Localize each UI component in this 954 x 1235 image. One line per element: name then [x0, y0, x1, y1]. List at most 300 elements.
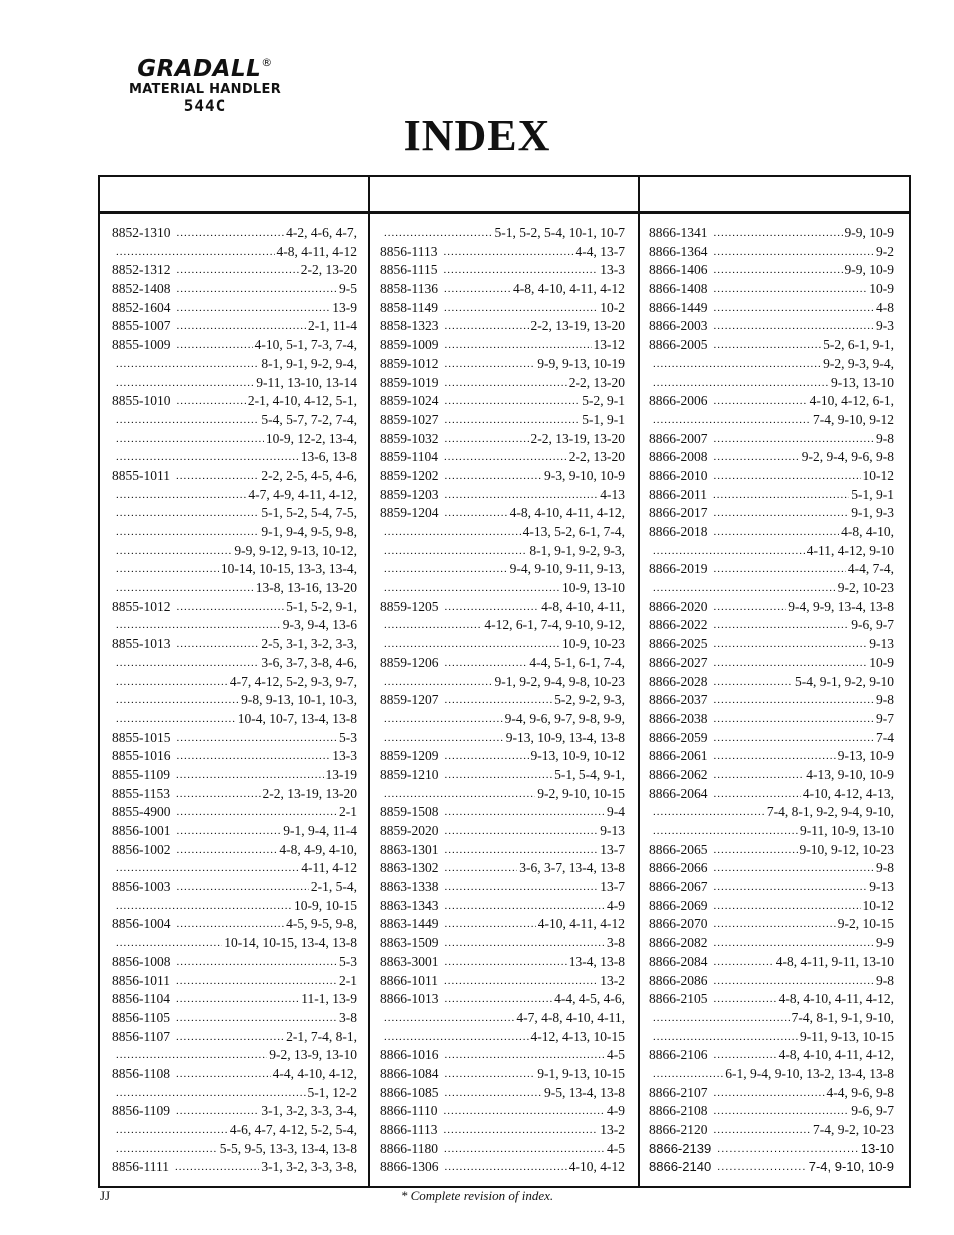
index-entry	[380, 579, 625, 598]
part-number: 8866-1408	[649, 281, 708, 297]
index-entry	[380, 374, 625, 393]
page-references: 2-5, 3-1, 3-2, 3-3,	[261, 636, 357, 652]
logo-product-line: MATERIAL HANDLER	[128, 82, 282, 97]
leader-dots	[177, 953, 338, 972]
part-number: 8859-1508	[380, 804, 439, 820]
index-entry	[112, 1084, 357, 1103]
page-references: 5-1, 5-2, 5-4, 7-5,	[261, 505, 357, 521]
page-references: 13-3	[332, 748, 357, 764]
index-entry	[380, 616, 625, 635]
page-references: 7-4, 9-10, 10-9	[808, 1159, 894, 1175]
part-number: 8859-1032	[380, 430, 439, 446]
leader-dots	[714, 523, 840, 542]
page-references: 9-4, 9-6, 9-7, 9-8, 9-9,	[504, 710, 625, 726]
leader-dots	[116, 859, 299, 878]
page-references: 9-3, 9-4, 13-6	[282, 617, 357, 633]
leader-dots	[714, 766, 805, 785]
leader-dots	[384, 560, 508, 579]
index-entry	[649, 224, 894, 243]
page-references: 9-2, 9-4, 9-6, 9-8	[801, 449, 894, 465]
index-entry	[649, 990, 894, 1009]
part-number: 8855-1015	[112, 729, 171, 745]
page-references: 10-12	[862, 467, 894, 483]
part-number: 8866-2027	[649, 654, 708, 670]
page-references: 5-1, 5-4, 9-1,	[554, 766, 625, 782]
page-references: 5-2, 9-2, 9-3,	[554, 692, 625, 708]
leader-dots	[176, 972, 337, 991]
index-entry	[380, 822, 625, 841]
page-references: 4-8, 4-10, 4-11, 4-12	[513, 281, 625, 297]
index-entry	[649, 822, 894, 841]
leader-dots	[177, 392, 246, 411]
index-entry	[649, 542, 894, 561]
page-references: 4-4, 4-5, 4-6,	[554, 991, 625, 1007]
leader-dots	[445, 990, 553, 1009]
part-number: 8859-1024	[380, 393, 439, 409]
index-entry	[649, 616, 894, 635]
index-entry	[649, 504, 894, 523]
part-number: 8856-1107	[112, 1028, 170, 1044]
leader-dots	[714, 598, 787, 617]
leader-dots	[444, 1102, 606, 1121]
index-entry	[380, 1140, 625, 1159]
leader-dots	[445, 411, 581, 430]
part-number: 8859-1009	[380, 337, 439, 353]
logo-model: 544C	[183, 96, 227, 115]
index-entry	[649, 299, 894, 318]
index-entry	[112, 448, 357, 467]
index-entry	[112, 710, 357, 729]
leader-dots	[177, 280, 338, 299]
page-references: 7-4, 8-1, 9-2, 9-4, 9-10,	[766, 804, 894, 820]
leader-dots	[445, 1084, 543, 1103]
leader-dots	[653, 1009, 790, 1028]
part-number: 8863-1449	[380, 916, 439, 932]
leader-dots	[116, 897, 292, 916]
page-references: 4-8	[876, 299, 894, 315]
index-entry	[380, 803, 625, 822]
part-number: 8856-1002	[112, 841, 171, 857]
leader-dots	[445, 504, 508, 523]
page-references: 2-1, 5-4,	[310, 879, 357, 895]
leader-dots	[714, 841, 798, 860]
leader-dots	[116, 448, 299, 467]
leader-dots	[445, 654, 528, 673]
gradall-logo	[105, 50, 305, 115]
index-entry	[380, 859, 625, 878]
page-references: 4-6, 4-7, 4-12, 5-2, 5-4,	[229, 1122, 357, 1137]
page-references: 5-3	[339, 729, 357, 745]
leader-dots	[177, 261, 299, 280]
leader-dots	[177, 915, 285, 934]
index-entry	[112, 691, 357, 710]
index-entry	[380, 1158, 625, 1177]
page-references: 9-1, 9-4, 11-4	[283, 823, 357, 838]
index-entry	[112, 523, 357, 542]
page-references: 4-7, 4-8, 4-10, 4-11,	[516, 1009, 625, 1025]
leader-dots	[714, 878, 868, 897]
index-entry	[649, 280, 894, 299]
index-entry	[112, 1140, 357, 1159]
leader-dots	[445, 878, 599, 897]
page-references: 5-1, 9-1	[851, 486, 894, 502]
page-references: 4-9	[607, 1103, 625, 1119]
leader-dots	[384, 729, 504, 748]
index-entry	[380, 560, 625, 579]
part-number: 8855-1009	[112, 337, 171, 353]
leader-dots	[445, 841, 599, 860]
leader-dots	[116, 560, 219, 579]
part-number: 8866-1084	[380, 1065, 439, 1081]
part-number: 8866-2062	[649, 766, 708, 782]
page-references: 4-7, 4-9, 4-11, 4-12,	[248, 486, 357, 502]
leader-dots	[714, 224, 843, 243]
page-references: 4-8, 4-10, 4-11, 4-12,	[778, 991, 894, 1007]
page-references: 5-2, 6-1, 9-1,	[823, 337, 894, 353]
page-references: 3-6, 3-7, 3-8, 4-6,	[261, 654, 357, 670]
index-entry	[112, 598, 357, 617]
page-references: 4-10, 4-11, 4-12	[537, 916, 625, 932]
part-number: 8866-2106	[649, 1047, 708, 1063]
index-entry	[649, 1046, 894, 1065]
leader-dots	[445, 317, 529, 336]
page-references: 9-9, 10-9	[844, 262, 894, 278]
index-entry	[649, 710, 894, 729]
index-entry	[649, 897, 894, 916]
page-references: 9-8, 9-13, 10-1, 10-3,	[241, 692, 357, 708]
index-entry	[649, 1065, 894, 1084]
index-entry	[380, 710, 625, 729]
page-references: 9-8	[876, 430, 894, 446]
index-entry	[112, 542, 357, 561]
leader-dots	[444, 243, 574, 262]
leader-dots	[714, 504, 850, 523]
index-entry	[380, 1065, 625, 1084]
part-number: 8858-1149	[380, 299, 438, 315]
index-entry	[649, 934, 894, 953]
index-column-3	[649, 224, 894, 1177]
footer-code: JJ	[100, 1188, 111, 1203]
index-entry	[380, 654, 625, 673]
index-entry	[112, 560, 357, 579]
part-number: 8855-1012	[112, 598, 171, 614]
page-references: 10-9	[869, 281, 894, 297]
index-entry	[380, 299, 625, 318]
page-references: 9-6, 9-7	[851, 617, 894, 633]
index-entry	[380, 766, 625, 785]
index-entry	[112, 374, 357, 393]
part-number: 8866-2108	[649, 1103, 708, 1119]
footer-note: * Complete revision of index.	[400, 1188, 554, 1203]
part-number: 8858-1323	[380, 318, 439, 334]
leader-dots	[444, 448, 567, 467]
leader-dots	[116, 654, 259, 673]
page-references: 4-5	[607, 1140, 625, 1156]
index-entry	[112, 953, 357, 972]
part-number: 8866-1011	[380, 972, 438, 988]
index-entry	[380, 243, 625, 262]
part-number: 8859-1205	[380, 598, 439, 614]
index-entry	[380, 1121, 625, 1140]
part-number: 8856-1011	[112, 972, 170, 988]
part-number: 8863-3001	[380, 953, 439, 969]
part-number: 8866-2107	[649, 1084, 708, 1100]
part-number: 8859-1027	[380, 411, 439, 427]
part-number: 8866-2028	[649, 673, 708, 689]
leader-dots	[116, 673, 228, 692]
part-number: 8856-1115	[380, 262, 438, 278]
page-references: 11-1, 13-9	[301, 991, 357, 1007]
page-references: 9-2, 10-23	[837, 580, 894, 596]
leader-dots	[176, 1009, 337, 1028]
part-number: 8866-2020	[649, 598, 708, 614]
page-references: 9-2, 10-15	[837, 916, 894, 932]
page-references: 13-7	[600, 841, 625, 857]
page-references: 4-4, 4-10, 4-12,	[272, 1065, 357, 1081]
index-entry	[112, 803, 357, 822]
index-entry	[649, 972, 894, 991]
leader-dots	[384, 635, 560, 654]
part-number: 8863-1302	[380, 860, 439, 876]
index-entry	[380, 990, 625, 1009]
page-references: 4-4, 9-6, 9-8	[826, 1084, 894, 1100]
page-references: 4-2, 4-6, 4-7,	[286, 225, 357, 240]
page-references: 9-5, 13-4, 13-8	[544, 1084, 625, 1100]
leader-dots	[384, 616, 482, 635]
part-number: 8866-2140	[649, 1159, 712, 1175]
page-references: 9-2, 13-9, 13-10	[269, 1047, 357, 1063]
part-number: 8866-2069	[649, 897, 708, 913]
leader-dots	[714, 747, 836, 766]
index-entry	[649, 430, 894, 449]
leader-dots	[653, 1065, 723, 1084]
leader-dots	[116, 430, 264, 449]
page-references: 9-3	[876, 318, 894, 334]
index-entry	[380, 430, 625, 449]
leader-dots	[177, 598, 285, 617]
page-references: 4-13, 9-10, 10-9	[806, 766, 894, 782]
index-entry	[649, 878, 894, 897]
index-entry	[112, 411, 357, 430]
index-entry	[112, 392, 357, 411]
index-entry	[112, 224, 357, 243]
index-entry	[380, 504, 625, 523]
index-entry	[380, 486, 625, 505]
part-number: 8866-1449	[649, 299, 708, 315]
page-references: 4-10, 4-12, 6-1,	[809, 393, 894, 409]
part-number: 8866-2007	[649, 430, 708, 446]
page-references: 9-4, 9-9, 13-4, 13-8	[788, 598, 894, 614]
part-number: 8866-2082	[649, 935, 708, 951]
index-entry	[649, 448, 894, 467]
part-number: 8855-1013	[112, 636, 171, 652]
leader-dots	[445, 915, 536, 934]
page-references: 10-14, 10-15, 13-4, 13-8	[224, 935, 357, 951]
page-references: 7-4	[876, 729, 894, 745]
page-references: 5-4, 5-7, 7-2, 7-4,	[261, 411, 357, 427]
leader-dots	[714, 897, 861, 916]
leader-dots	[714, 673, 794, 692]
table-header-row	[100, 177, 909, 213]
index-entry	[112, 1065, 357, 1084]
index-entry	[649, 579, 894, 598]
index-entry	[380, 598, 625, 617]
index-entry	[649, 598, 894, 617]
index-entry	[649, 467, 894, 486]
index-entry	[649, 1102, 894, 1121]
index-entry	[112, 1158, 357, 1177]
part-number: 8866-2086	[649, 972, 708, 988]
leader-dots	[444, 1140, 605, 1159]
leader-dots	[714, 560, 846, 579]
page-references: 9-6, 9-7	[851, 1103, 894, 1119]
leader-dots	[714, 859, 875, 878]
index-entry	[649, 841, 894, 860]
leader-dots	[116, 542, 232, 561]
page-references: 10-9, 13-10	[562, 580, 625, 596]
page-references: 5-2, 9-1	[582, 393, 625, 409]
part-number: 8866-2038	[649, 710, 708, 726]
page-references: 4-8, 4-10, 4-11,	[541, 598, 625, 614]
page-references: 3-8	[607, 935, 625, 951]
leader-dots	[445, 1158, 567, 1177]
index-entry	[380, 467, 625, 486]
page-references: 8-1, 9-1, 9-2, 9-4,	[261, 355, 357, 371]
index-entry	[112, 355, 357, 374]
leader-dots	[714, 654, 868, 673]
page-references: 6-1, 9-4, 9-10, 13-2, 13-4, 13-8	[725, 1065, 894, 1081]
leader-dots	[714, 990, 777, 1009]
part-number: 8858-1136	[380, 281, 438, 297]
leader-dots	[116, 1046, 267, 1065]
index-entry	[112, 673, 357, 692]
leader-dots	[384, 1009, 514, 1028]
page-references: 10-12	[862, 897, 894, 913]
page-references: 9-1, 9-2, 9-4, 9-8, 10-23	[494, 673, 625, 689]
index-entry	[112, 878, 357, 897]
page-references: 9-4, 9-10, 9-11, 9-13,	[509, 561, 625, 577]
part-number: 8866-1013	[380, 991, 439, 1007]
leader-dots	[384, 673, 493, 692]
leader-dots	[444, 261, 599, 280]
page-references: 2-1, 7-4, 8-1,	[286, 1028, 357, 1044]
index-entry	[649, 486, 894, 505]
part-number: 8856-1108	[112, 1065, 170, 1081]
leader-dots	[177, 822, 282, 841]
index-entry	[649, 560, 894, 579]
page-references: 9-2, 9-10, 10-15	[537, 785, 625, 801]
leader-dots	[445, 392, 581, 411]
part-number: 8866-2003	[649, 318, 708, 334]
page-references: 2-1	[339, 804, 357, 820]
part-number: 8866-1085	[380, 1084, 439, 1100]
index-entry	[649, 766, 894, 785]
part-number: 8859-1206	[380, 654, 439, 670]
leader-dots	[714, 1102, 850, 1121]
index-entry	[380, 355, 625, 374]
leader-dots	[116, 411, 259, 430]
part-number: 8866-2037	[649, 692, 708, 708]
part-number: 8866-2066	[649, 860, 708, 876]
page-references: 9-13	[869, 879, 894, 895]
index-entry	[649, 953, 894, 972]
part-number: 8866-1016	[380, 1047, 439, 1063]
leader-dots	[714, 1121, 812, 1140]
leader-dots	[116, 1121, 228, 1140]
part-number: 8852-1408	[112, 281, 171, 297]
leader-dots	[714, 915, 836, 934]
leader-dots	[116, 934, 222, 953]
index-entry	[649, 635, 894, 654]
page-references: 10-9, 10-15	[294, 897, 357, 913]
index-entry	[380, 542, 625, 561]
page-references: 3-8	[339, 1009, 357, 1025]
page-references: 9-13, 13-10	[831, 374, 894, 390]
page-references: 4-8, 4-10, 4-11, 4-12,	[778, 1047, 894, 1063]
part-number: 8859-1104	[380, 449, 438, 465]
page-references: 9-2	[876, 243, 894, 259]
index-entry	[112, 822, 357, 841]
page-references: 10-14, 10-15, 13-3, 13-4,	[220, 561, 357, 577]
leader-dots	[384, 224, 493, 243]
index-entry	[380, 1009, 625, 1028]
index-entry	[112, 859, 357, 878]
page-references: 3-6, 3-7, 13-4, 13-8	[519, 860, 625, 876]
leader-dots	[445, 859, 518, 878]
part-number: 8859-1202	[380, 467, 439, 483]
page-references: 2-2, 13-19, 13-20	[530, 430, 625, 446]
leader-dots	[176, 467, 259, 486]
page-references: 9-2, 9-3, 9-4,	[823, 355, 894, 371]
leader-dots	[714, 430, 875, 449]
leader-dots	[116, 691, 239, 710]
part-number: 8856-1003	[112, 879, 171, 895]
leader-dots	[384, 785, 535, 804]
page-references: 9-8	[876, 692, 894, 708]
page-references: 4-8, 4-11, 4-12	[276, 243, 357, 259]
part-number: 8856-1001	[112, 823, 171, 838]
page-references: 4-8, 4-10, 4-11, 4-12,	[509, 505, 625, 521]
part-number: 8866-2139	[649, 1140, 712, 1156]
part-number: 8863-1338	[380, 879, 439, 895]
part-number: 8866-1180	[380, 1140, 438, 1156]
part-number: 8866-2065	[649, 841, 708, 857]
leader-dots	[116, 616, 281, 635]
index-entry	[649, 1084, 894, 1103]
part-number: 8855-1153	[112, 785, 170, 801]
index-entry	[649, 729, 894, 748]
index-entry	[112, 336, 357, 355]
leader-dots	[445, 953, 567, 972]
part-number: 8859-1210	[380, 766, 439, 782]
leader-dots	[445, 336, 592, 355]
leader-dots	[177, 317, 307, 336]
leader-dots	[116, 523, 259, 542]
page-references: 9-1, 9-4, 9-5, 9-8,	[261, 524, 357, 539]
page-references: 4-8, 4-10,	[841, 524, 894, 539]
leader-dots	[384, 579, 560, 598]
page-references: 13-4, 13-8	[568, 953, 625, 969]
part-number: 8859-1204	[380, 505, 439, 521]
index-entry	[649, 1009, 894, 1028]
index-entry	[649, 1028, 894, 1047]
leader-dots	[445, 747, 529, 766]
part-number: 8866-2019	[649, 561, 708, 577]
leader-dots	[445, 803, 606, 822]
page-references: 5-1, 12-2	[307, 1084, 357, 1100]
part-number: 8855-4900	[112, 804, 171, 820]
index-entry	[380, 878, 625, 897]
